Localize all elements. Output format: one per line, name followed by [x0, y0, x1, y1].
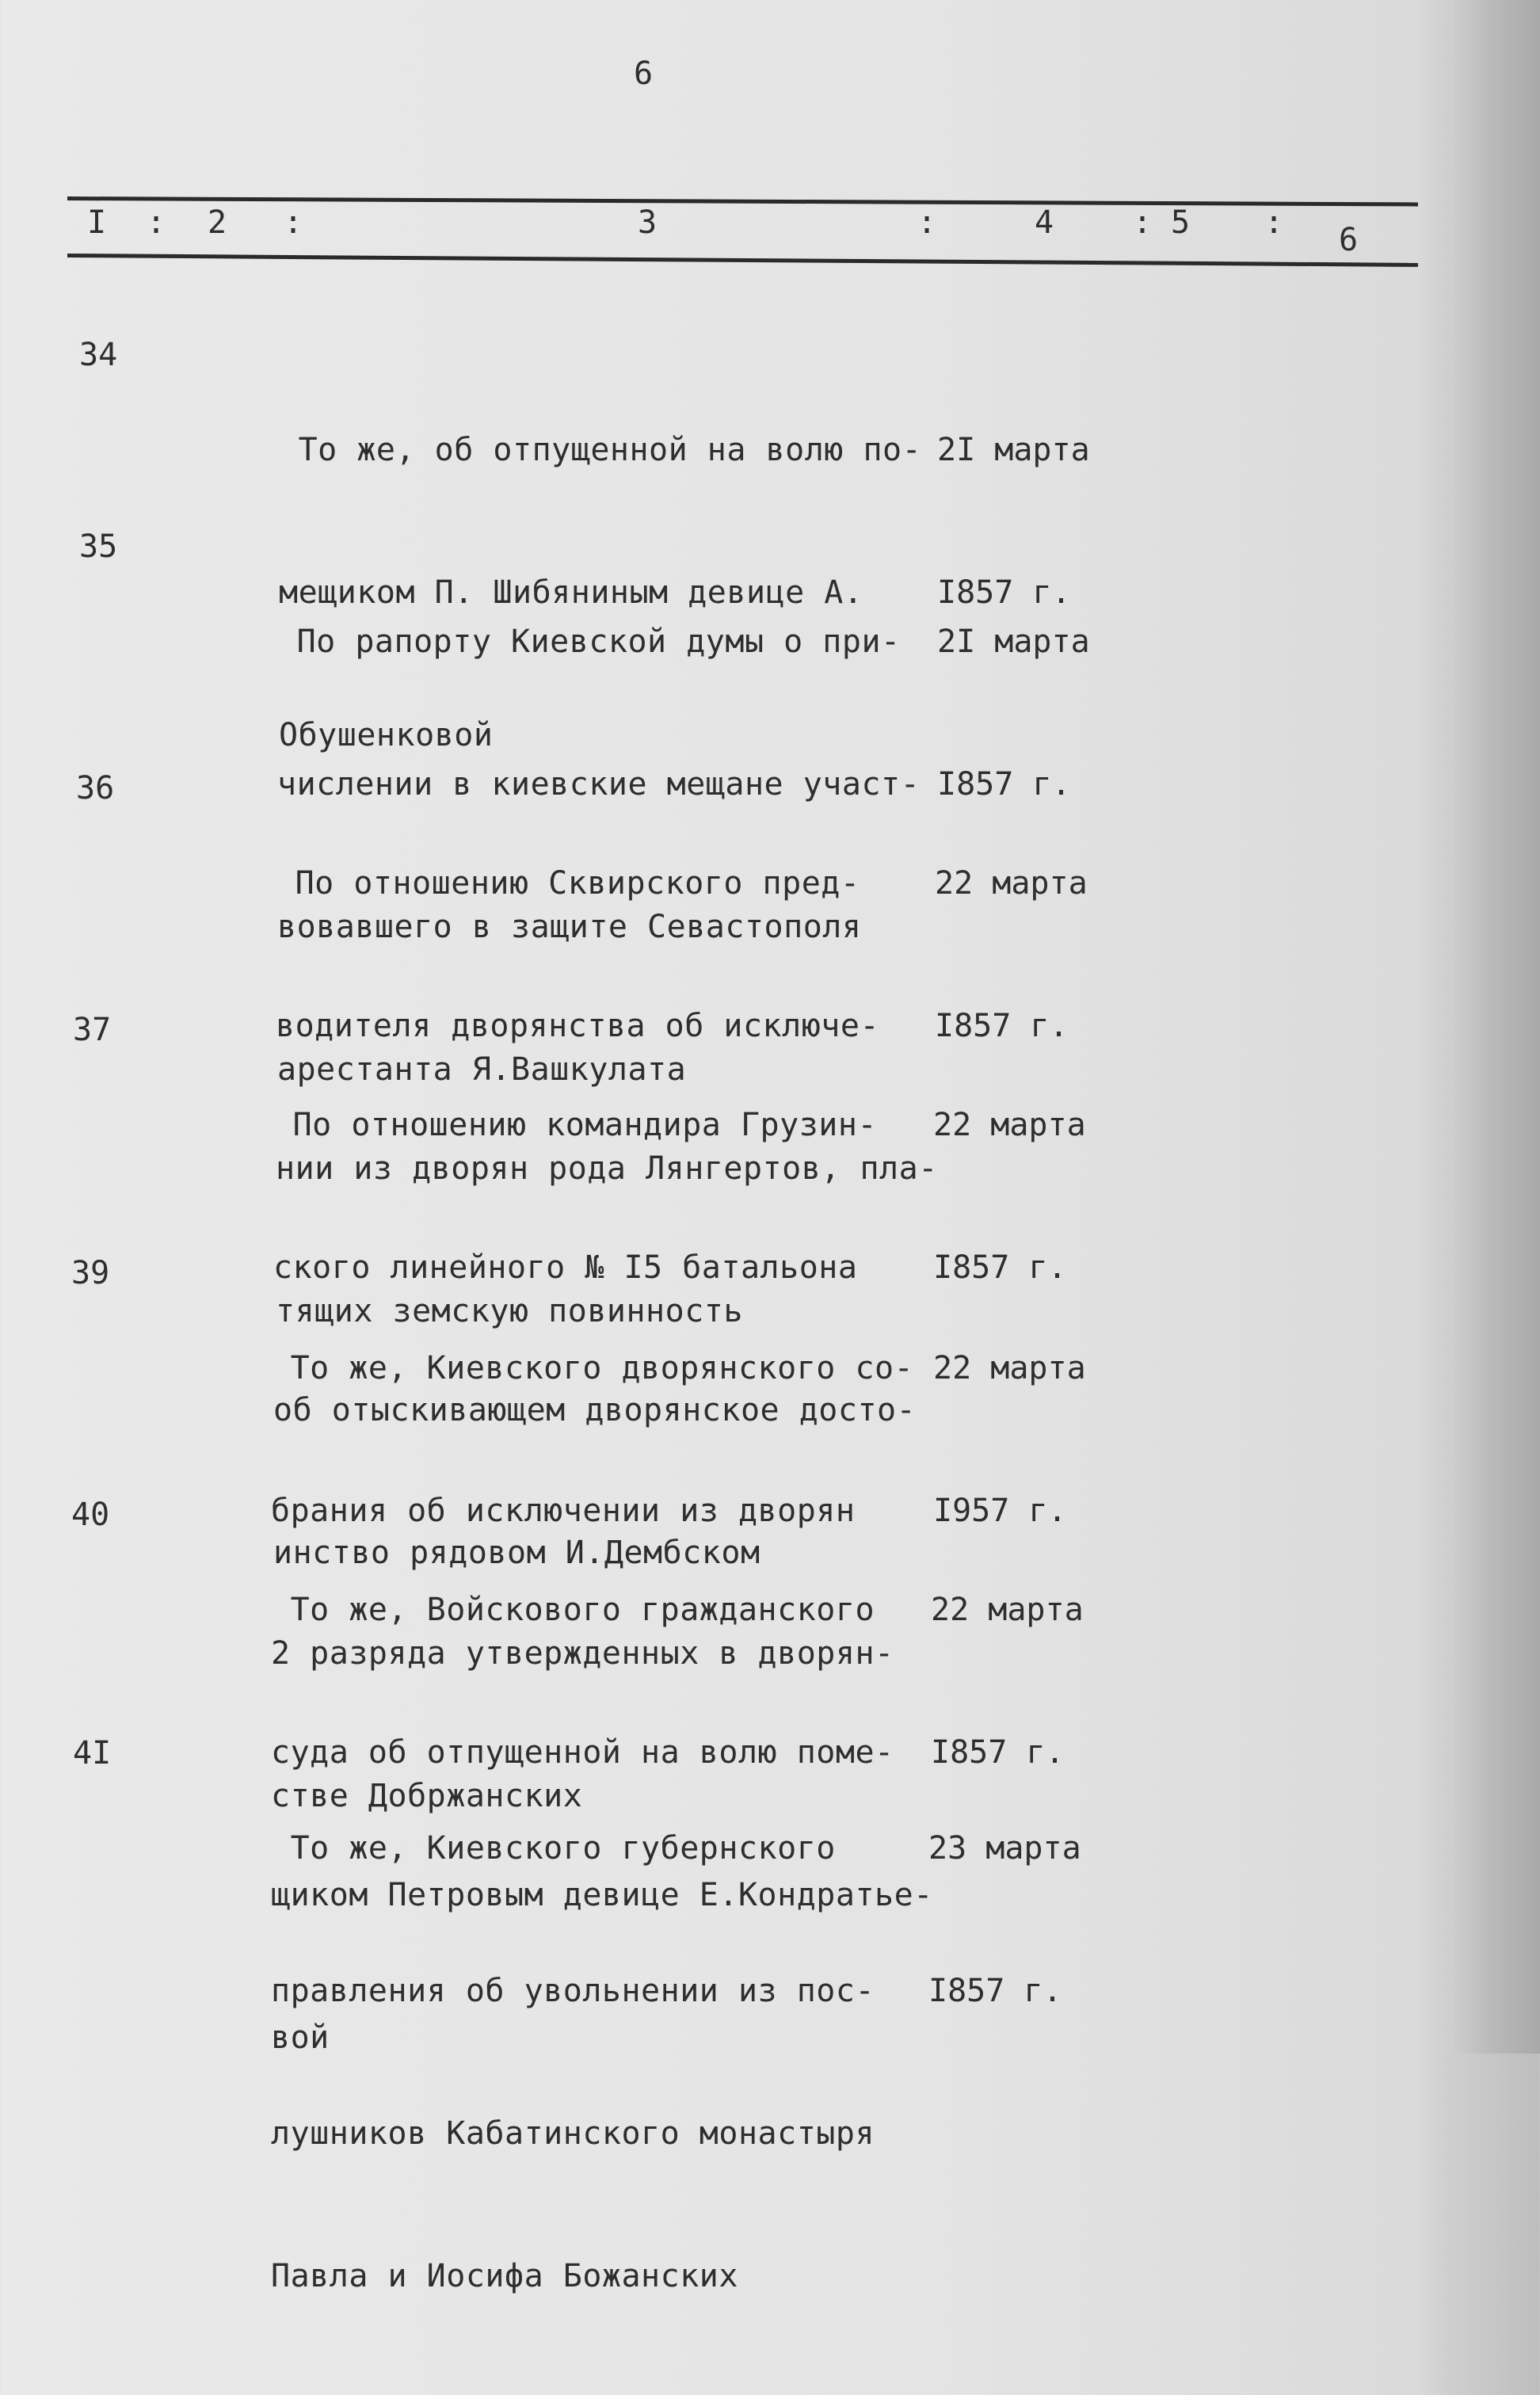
description-line: об отыскивающем дворянское досто- — [273, 1392, 917, 1428]
column-header-2: 2 — [208, 204, 231, 241]
column-header-separator: : — [1264, 204, 1287, 241]
column-header-4: 4 — [1035, 204, 1058, 241]
date-day-month: 23 марта — [928, 1830, 1081, 1867]
description-line: стве Добржанских — [271, 1778, 583, 1814]
description-line: По отношению командира Грузин- — [273, 1107, 878, 1143]
date-day-month: 2I марта — [937, 624, 1090, 660]
date-year: I857 г. — [937, 766, 1071, 803]
description-line: 2 разряда утвержденных в дворян- — [271, 1635, 894, 1672]
entry-number: 35 — [79, 528, 118, 565]
description-line: То же, об отпущенной на волю по- — [279, 432, 922, 468]
description-line: тящих земскую повинность — [276, 1293, 743, 1329]
date-day-month: 22 марта — [933, 1107, 1086, 1143]
description-line: арестанта Я.Вашкулата — [277, 1051, 687, 1088]
description-line: То же, Войскового гражданского — [271, 1592, 875, 1628]
description-line: По рапорту Киевской думы о при- — [277, 624, 901, 660]
description-line: правления об увольнении из пос- — [271, 1973, 875, 2009]
date-day-month: 22 марта — [933, 1350, 1086, 1386]
entry-description — [271, 1730, 944, 2395]
description-line: Обушенковой — [279, 717, 494, 753]
column-header-separator: : — [917, 204, 940, 241]
description-line: По отношению Сквирского пред- — [276, 865, 860, 902]
column-header-separator: : — [147, 204, 170, 241]
description-line: мещиком П. Шибяниным девице А. — [279, 574, 863, 611]
description-line: водителя дворянства об исключе- — [276, 1008, 880, 1044]
entry-number: 36 — [76, 770, 115, 807]
column-header-3: 3 — [638, 204, 661, 241]
description-line: брания об исключении из дворян — [271, 1493, 856, 1529]
description-line: Павла и Иосифа Божанских — [271, 2258, 738, 2294]
description-line: щиком Петровым девице Е.Кондратье- — [271, 1877, 933, 1913]
description-line: нии из дворян рода Лянгертов, пла- — [276, 1150, 938, 1187]
column-header-separator: : — [284, 204, 307, 241]
description-line: ского линейного № I5 батальона — [273, 1249, 858, 1286]
column-header-separator: : — [1133, 204, 1156, 241]
entry-number: 37 — [73, 1012, 112, 1048]
page-number: 6 — [634, 55, 655, 92]
column-header-6: 6 — [1339, 222, 1362, 258]
date-year: I857 г. — [931, 1734, 1065, 1771]
column-header-5: 5 — [1171, 204, 1194, 241]
column-header-1: I — [87, 204, 110, 241]
entry-number: 39 — [71, 1255, 110, 1291]
description-line: инство рядовом И.Дембском — [273, 1535, 760, 1571]
date-year: I857 г. — [935, 1008, 1069, 1044]
date-year: I957 г. — [933, 1493, 1067, 1529]
date-year: I857 г. — [933, 1249, 1067, 1286]
description-line: лушников Кабатинского монастыря — [271, 2115, 875, 2152]
description-line: То же, Киевского губернского — [271, 1830, 836, 1867]
date-day-month: 22 марта — [931, 1592, 1084, 1628]
entry-date — [928, 1730, 1081, 2110]
header-rule-bottom — [67, 254, 1418, 267]
entry-number: 40 — [71, 1497, 110, 1533]
entry-number: 4I — [73, 1735, 112, 1771]
description-line: То же, Киевского дворянского со- — [271, 1350, 914, 1386]
header-rule-top — [67, 196, 1418, 206]
description-line: суда об отпущенной на волю поме- — [271, 1734, 894, 1771]
date-day-month: 2I марта — [937, 432, 1090, 468]
page-edge-shadow — [1450, 0, 1540, 2054]
date-year: I857 г. — [937, 574, 1071, 611]
entry-number: 34 — [79, 337, 118, 373]
date-year: I857 г. — [928, 1973, 1062, 2009]
description-line: вовавшего в защите Севастополя — [277, 909, 862, 945]
date-day-month: 22 марта — [935, 865, 1088, 902]
description-line: числении в киевские мещане участ- — [277, 766, 921, 803]
description-line: вой — [271, 2019, 330, 2056]
